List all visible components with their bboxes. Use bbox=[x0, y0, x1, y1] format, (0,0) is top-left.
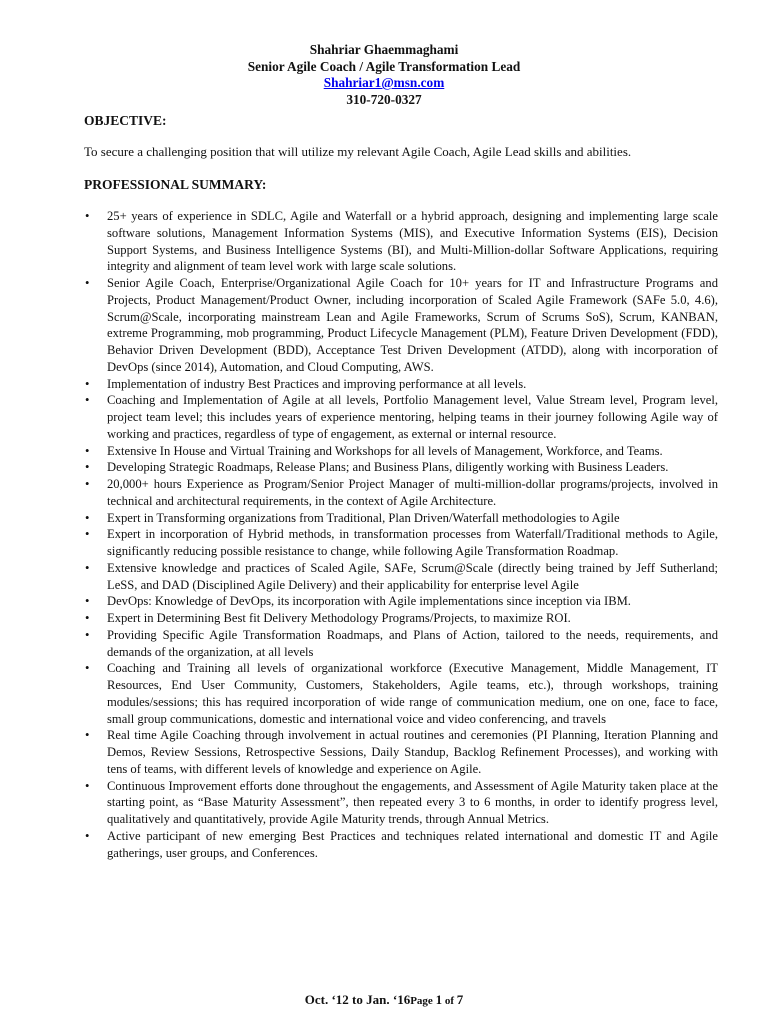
list-item-text: DevOps: Knowledge of DevOps, its incorporation with Agile implementations since inception via IBM. bbox=[107, 594, 631, 609]
list-item bbox=[84, 459, 718, 476]
list-item-text: Real time Agile Coaching through involvement in actual routines and ceremonies (PI Planning, Iteration Planning and Demos, Review Sessions, Retrospective Sessions, Daily Standup, Backlog Refinement Processes), and working with tens of teams, with different levels of knowledge and experience on Agile. bbox=[107, 728, 718, 776]
footer-page-total: 7 bbox=[456, 992, 464, 1007]
list-item-text: Senior Agile Coach, Enterprise/Organizational Agile Coach for 10+ years for IT and Infrastructure Programs and Projects, Product Management/Product Owner, including incorporation of Scaled Agile Framework (SAFe 5.0, 4.6), Scrum@Scale, incorporating mainstream Lean and Agile Frameworks, Scrum of Scrums SoS), Scrum, KANBAN, extreme Programming, mob programming, Product Lifecycle Management (PLM), Feature Driven Development (FDD), Behavior Driven Development (BDD), Acceptance Test Driven Development (ATDD), along with incorporation of DevOps (since 2014), Automation, and Cloud Computing, AWS. bbox=[107, 276, 718, 374]
objective-text: To secure a challenging position that will utilize my relevant Agile Coach, Agile Lead skills and abilities. bbox=[84, 144, 632, 159]
list-item-text: Developing Strategic Roadmaps, Release Plans; and Business Plans, diligently working with Business Leaders. bbox=[107, 460, 669, 475]
list-item bbox=[84, 727, 718, 777]
list-item-text: Expert in Determining Best fit Delivery Methodology Programs/Projects, to maximize ROI. bbox=[107, 611, 571, 625]
bullet-icon: • bbox=[85, 443, 90, 458]
list-item bbox=[84, 828, 718, 862]
bullet-icon: • bbox=[85, 510, 90, 525]
list-item-text: 25+ years of experience in SDLC, Agile and Waterfall or a hybrid approach, designing and implementing large scale software solutions, Management Information Systems (MIS), and Executive Information Systems (EIS), Decision Support Systems, and Business Intelligence Systems (BI), and Multi-Million-dollar Software Applications, requiring integrity and alignment of team level work with large scale solutions. bbox=[107, 209, 718, 274]
footer-page-number: 1 bbox=[435, 992, 443, 1007]
list-item-text: Providing Specific Agile Transformation Roadmaps, and Plans of Action, tailored to the needs, requirements, and demands of the organization, at all levels bbox=[107, 627, 718, 659]
list-item-text: 20,000+ hours Experience as Program/Senior Project Manager of multi-million-dollar programs/projects, involved in technical and architectural requirements, in the context of Agile Architecture. bbox=[107, 477, 718, 508]
list-item-text: Continuous Improvement efforts done throughout the engagements, and Assessment of Agile Maturity taken place at the starting point, as “Base Maturity Assessment”, then repeated every 3 to 6 months, in order to identify progress level, qualitatively and quantitatively, provide Agile Maturity trends, through Annual Metrics. bbox=[107, 778, 718, 826]
list-item bbox=[84, 476, 718, 510]
bullet-icon: • bbox=[85, 393, 90, 408]
list-item-text: Extensive knowledge and practices of Scaled Agile, SAFe, Scrum@Scale (directly being trained by Jeff Sutherland; LeSS, and DAD (Disciplined Agile Delivery) and their applicability for enterprise level Agile bbox=[107, 560, 718, 592]
list-item bbox=[84, 526, 718, 560]
list-item-text: Extensive In House and Virtual Training and Workshops for all levels of Management, Workforce, and Teams. bbox=[107, 443, 663, 458]
list-item bbox=[84, 510, 718, 527]
candidate-title: Senior Agile Coach / Agile Transformation Lead bbox=[247, 58, 521, 74]
list-item bbox=[84, 376, 718, 393]
phone-number: 310-720-0327 bbox=[346, 91, 422, 107]
list-item bbox=[84, 778, 718, 828]
list-item-text: Coaching and Implementation of Agile at all levels, Portfolio Management level, Value Stream level, Program level, project team level; this includes years of experience mentoring, helping teams in their journey following Agile way of working and practices, regardless of type of engagement, as external or internal resource. bbox=[107, 393, 718, 441]
bullet-icon: • bbox=[85, 627, 90, 642]
list-item-text: Expert in Transforming organizations from Traditional, Plan Driven/Waterfall methodologies to Agile bbox=[107, 510, 620, 525]
list-item-text: Active participant of new emerging Best Practices and techniques related international and domestic IT and Agile gatherings, user groups, and Conferences. bbox=[107, 828, 718, 860]
bullet-icon: • bbox=[85, 527, 90, 542]
bullet-icon: • bbox=[85, 276, 90, 290]
list-item-text: Expert in incorporation of Hybrid methods, in transformation processes from Waterfall/Traditional methods to Agile, significantly reducing possible resistance to change, while following Agile Transformation Roadmap. bbox=[107, 527, 718, 558]
list-item bbox=[84, 610, 718, 627]
footer-page-label: Page bbox=[410, 995, 436, 1007]
bullet-icon: • bbox=[85, 560, 90, 575]
objective-heading: OBJECTIVE: bbox=[84, 113, 167, 128]
bullet-icon: • bbox=[85, 778, 90, 793]
list-item-text: Implementation of industry Best Practices and improving performance at all levels. bbox=[107, 376, 527, 391]
page-footer bbox=[0, 992, 768, 1008]
resume-header bbox=[0, 42, 768, 108]
bullet-icon: • bbox=[85, 828, 90, 843]
list-item bbox=[84, 392, 718, 442]
list-item bbox=[84, 593, 718, 610]
bullet-icon: • bbox=[85, 611, 90, 625]
bullet-icon: • bbox=[85, 728, 90, 743]
list-item bbox=[84, 443, 718, 460]
footer-dates: Oct. ‘12 to Jan. ‘16 bbox=[304, 992, 411, 1007]
bullet-icon: • bbox=[85, 376, 90, 391]
summary-list bbox=[84, 208, 718, 861]
bullet-icon: • bbox=[85, 209, 90, 223]
bullet-icon: • bbox=[85, 477, 90, 491]
list-item bbox=[84, 208, 718, 275]
footer-of-label: of bbox=[442, 995, 457, 1007]
list-item bbox=[84, 627, 718, 661]
summary-heading: PROFESSIONAL SUMMARY: bbox=[84, 177, 267, 192]
bullet-icon: • bbox=[85, 460, 90, 475]
list-item bbox=[84, 560, 718, 594]
bullet-icon: • bbox=[85, 594, 90, 609]
list-item-text: Coaching and Training all levels of organizational workforce (Executive Management, Middle Management, IT Resources, End User Community, Customers, Stakeholders, Agile teams, etc.), through workshops, training modules/sessions; this has required incorporation of wide range of communication medium, one on one, face to face, small group communications, domestic and international voice and video conferencing, and travels bbox=[107, 661, 718, 726]
email-link[interactable]: Shahriar1@msn.com bbox=[323, 75, 445, 91]
bullet-icon: • bbox=[85, 661, 90, 676]
candidate-name: Shahriar Ghaemmaghami bbox=[309, 42, 459, 57]
list-item bbox=[84, 275, 718, 376]
list-item bbox=[84, 660, 718, 727]
